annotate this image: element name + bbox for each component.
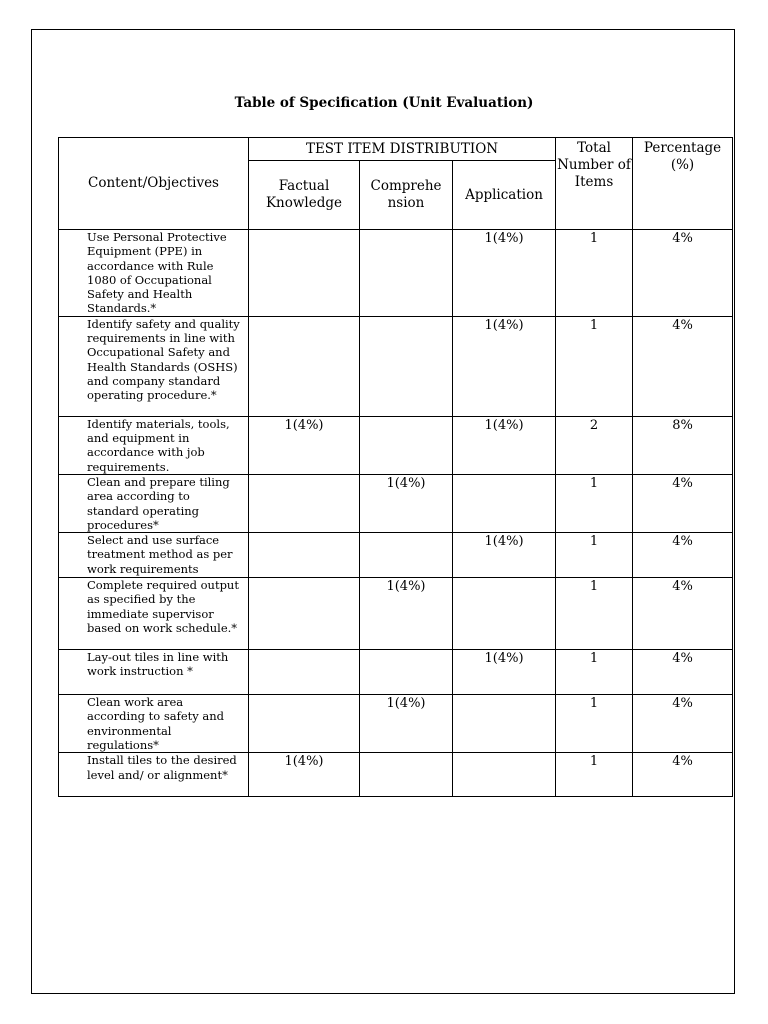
factual-cell: 1(4%) (249, 753, 360, 797)
objective-cell: Identify materials, tools, and equipment in accordance with job requirements. (59, 416, 249, 474)
factual-cell (249, 230, 360, 317)
specification-table (58, 137, 733, 797)
objective-cell: Identify safety and quality requirements in line with Occupational Safety and Health Standards (OSHS) and company standard operating procedure.* (59, 316, 249, 416)
factual-cell (249, 533, 360, 578)
header-content-objectives: Content/Objectives (59, 138, 249, 230)
table-row (59, 416, 733, 474)
factual-cell (249, 578, 360, 650)
comprehension-cell (360, 650, 453, 695)
total-cell: 1 (556, 474, 633, 532)
factual-cell (249, 474, 360, 532)
percentage-cell: 4% (633, 316, 733, 416)
objective-cell: Select and use surface treatment method as per work requirements (59, 533, 249, 578)
header-total-items: Total Number of Items (556, 138, 633, 230)
header-percentage: Percentage (%) (633, 138, 733, 230)
comprehension-cell (360, 316, 453, 416)
objective-cell: Lay-out tiles in line with work instruction * (59, 650, 249, 695)
total-cell: 1 (556, 230, 633, 317)
table-row (59, 578, 733, 650)
total-cell: 1 (556, 695, 633, 753)
percentage-cell: 4% (633, 753, 733, 797)
total-cell: 1 (556, 578, 633, 650)
total-cell: 1 (556, 316, 633, 416)
objective-cell: Use Personal Protective Equipment (PPE) in accordance with Rule 1080 of Occupational Safety and Health Standards.* (59, 230, 249, 317)
factual-cell (249, 695, 360, 753)
application-cell: 1(4%) (453, 533, 556, 578)
percentage-cell: 8% (633, 416, 733, 474)
comprehension-cell: 1(4%) (360, 695, 453, 753)
table-row (59, 474, 733, 532)
application-cell: 1(4%) (453, 650, 556, 695)
table-row (59, 230, 733, 317)
application-cell: 1(4%) (453, 416, 556, 474)
comprehension-cell (360, 230, 453, 317)
application-cell: 1(4%) (453, 230, 556, 317)
objective-cell: Complete required output as specified by the immediate supervisor based on work schedule.* (59, 578, 249, 650)
header-factual-knowledge: Factual Knowledge (249, 161, 360, 230)
objective-cell: Clean and prepare tiling area according to standard operating procedures* (59, 474, 249, 532)
total-cell: 1 (556, 650, 633, 695)
comprehension-cell (360, 533, 453, 578)
application-cell: 1(4%) (453, 316, 556, 416)
factual-cell (249, 316, 360, 416)
percentage-cell: 4% (633, 230, 733, 317)
objective-cell: Install tiles to the desired level and/ or alignment* (59, 753, 249, 797)
percentage-cell: 4% (633, 695, 733, 753)
comprehension-cell: 1(4%) (360, 474, 453, 532)
total-cell: 1 (556, 533, 633, 578)
percentage-cell: 4% (633, 474, 733, 532)
total-cell: 2 (556, 416, 633, 474)
table-row (59, 650, 733, 695)
header-application: Application (453, 161, 556, 230)
comprehension-cell: 1(4%) (360, 578, 453, 650)
application-cell (453, 695, 556, 753)
table-row (59, 316, 733, 416)
application-cell (453, 474, 556, 532)
percentage-cell: 4% (633, 533, 733, 578)
comprehension-cell (360, 753, 453, 797)
table-row (59, 533, 733, 578)
header-test-item-distribution: TEST ITEM DISTRIBUTION (249, 138, 556, 161)
table-row (59, 695, 733, 753)
factual-cell: 1(4%) (249, 416, 360, 474)
table-row (59, 753, 733, 797)
header-comprehension: Comprehe nsion (360, 161, 453, 230)
percentage-cell: 4% (633, 650, 733, 695)
objective-cell: Clean work area according to safety and environmental regulations* (59, 695, 249, 753)
application-cell (453, 578, 556, 650)
application-cell (453, 753, 556, 797)
comprehension-cell (360, 416, 453, 474)
percentage-cell: 4% (633, 578, 733, 650)
total-cell: 1 (556, 753, 633, 797)
document-title: Table of Specification (Unit Evaluation) (234, 95, 534, 111)
factual-cell (249, 650, 360, 695)
